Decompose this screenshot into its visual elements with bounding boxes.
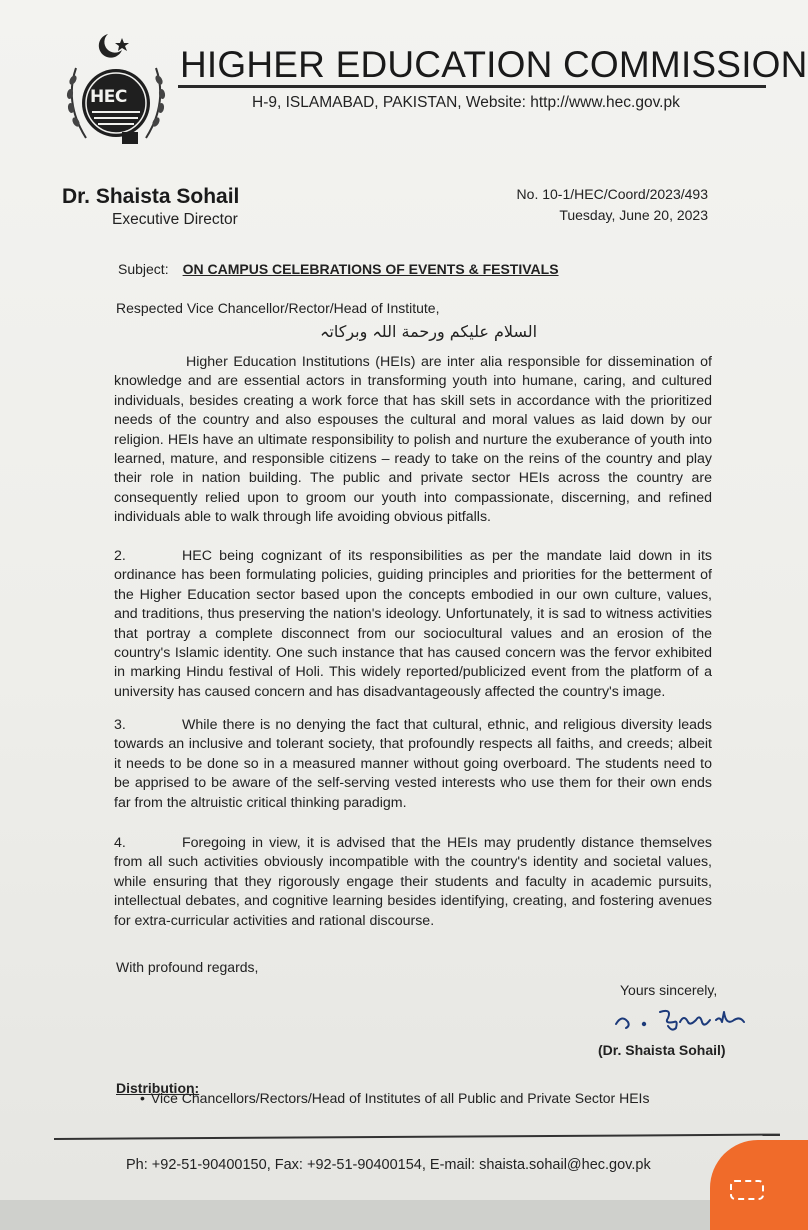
paragraph-1-text: Higher Education Institutions (HEIs) are inter alia responsible for dissemination of knowledge and are essential actors in transforming youth into humane, caring, and cultured individuals, besides creating a work force that has skill sets in accordance with the prioritized needs of the country and also espouses the cultural and moral values as laid down by our religion. HEIs have an ultimate responsibility to polish and nurture the exuberance of youth into learned, mature, and responsible citizens – ready to take on the reins of the country and play their role in nation building. The public and private sector HEIs across the country are consequently relied upon to groom our youth into compassionate, discerning, and refined individuals able to walk through life avoiding obvious pitfalls.: [114, 354, 712, 526]
reference-number: No. 10-1/HEC/Coord/2023/493: [516, 186, 708, 202]
distribution-item: • Vice Chancellors/Rectors/Head of Institutes of all Public and Private Sector HEIs: [140, 1090, 649, 1106]
paragraph-1: [114, 353, 712, 528]
paragraph-2: [114, 547, 712, 702]
paragraph-4: [114, 834, 712, 931]
arabic-greeting: السلام علیکم ورحمة اللہ وبرکاتہ: [320, 322, 538, 341]
expand-icon[interactable]: [730, 1180, 764, 1200]
paragraph-2-number: 2.: [114, 548, 126, 564]
handwritten-signature: [612, 1000, 752, 1034]
footer-divider: [54, 1134, 780, 1140]
sender-name: Dr. Shaista Sohail: [62, 185, 240, 208]
sender-title: Executive Director: [112, 211, 238, 228]
distribution-heading: Distribution:: [116, 1080, 200, 1096]
organization-title: HIGHER EDUCATION COMMISSION: [180, 44, 808, 85]
paragraph-3-text: While there is no denying the fact that cultural, ethnic, and religious diversity leads towards an inclusive and tolerant society, that profoundly respects all faiths, and creeds; albeit it needs to be done so in a measured manner without going overboard. The students need to be apprised to be aware of the self-serving vested interests who use them for their own ends far from the altruistic critical thinking paradigm.: [114, 717, 712, 811]
paragraph-2-text: HEC being cognizant of its responsibilities as per the mandate laid down in its ordinance has been formulating policies, guiding principles and priorities for the betterment of the Higher Education sector based upon the concepts embodied in our own culture, values, and traditions, thus preserving the nation's ideology. Unfortunately, it is sad to witness activities that portray a complete disconnect from our sociocultural values and an erosion of the country's Islamic identity. One such instance that has caused concern was the fervor exhibited in marking Hindu festival of Holi. This widely reported/publicized event from the platform of a university has caused concern and has disadvantageously affected the country's image.: [114, 548, 712, 700]
salutation: Respected Vice Chancellor/Rector/Head of Institute,: [116, 300, 440, 316]
subject-line: [118, 261, 559, 277]
subject-text: ON CAMPUS CELEBRATIONS OF EVENTS & FESTIVALS: [182, 261, 559, 277]
paragraph-3: [114, 716, 712, 813]
reference-block: [517, 184, 708, 226]
logo-text: HEC: [90, 87, 127, 107]
title-underline: [178, 85, 766, 88]
closing-line: With profound regards,: [116, 959, 259, 975]
paragraph-4-number: 4.: [114, 835, 126, 851]
yours-sincerely: Yours sincerely,: [620, 982, 718, 998]
paragraph-4-text: Foregoing in view, it is advised that the HEIs may prudently distance themselves from all such activities obviously incompatible with the country's identity and societal values, while ensuring that they rigorously engage their students and faculty in academic pursuits, intellectual debates, and cognitive learning besides identifying, creating, and fostering avenues for extra-curricular activities and rational discourse.: [114, 835, 712, 929]
signatory-name: (Dr. Shaista Sohail): [598, 1042, 726, 1058]
organization-address: H-9, ISLAMABAD, PAKISTAN, Website: http://www.hec.gov.pk: [252, 94, 680, 111]
letter-date: Tuesday, June 20, 2023: [559, 207, 708, 223]
paragraph-3-number: 3.: [114, 717, 126, 733]
footer-contact: Ph: +92-51-90400150, Fax: +92-51-90400154, E-mail: shaista.sohail@hec.gov.pk: [126, 1157, 651, 1173]
subject-label: Subject:: [118, 261, 169, 277]
